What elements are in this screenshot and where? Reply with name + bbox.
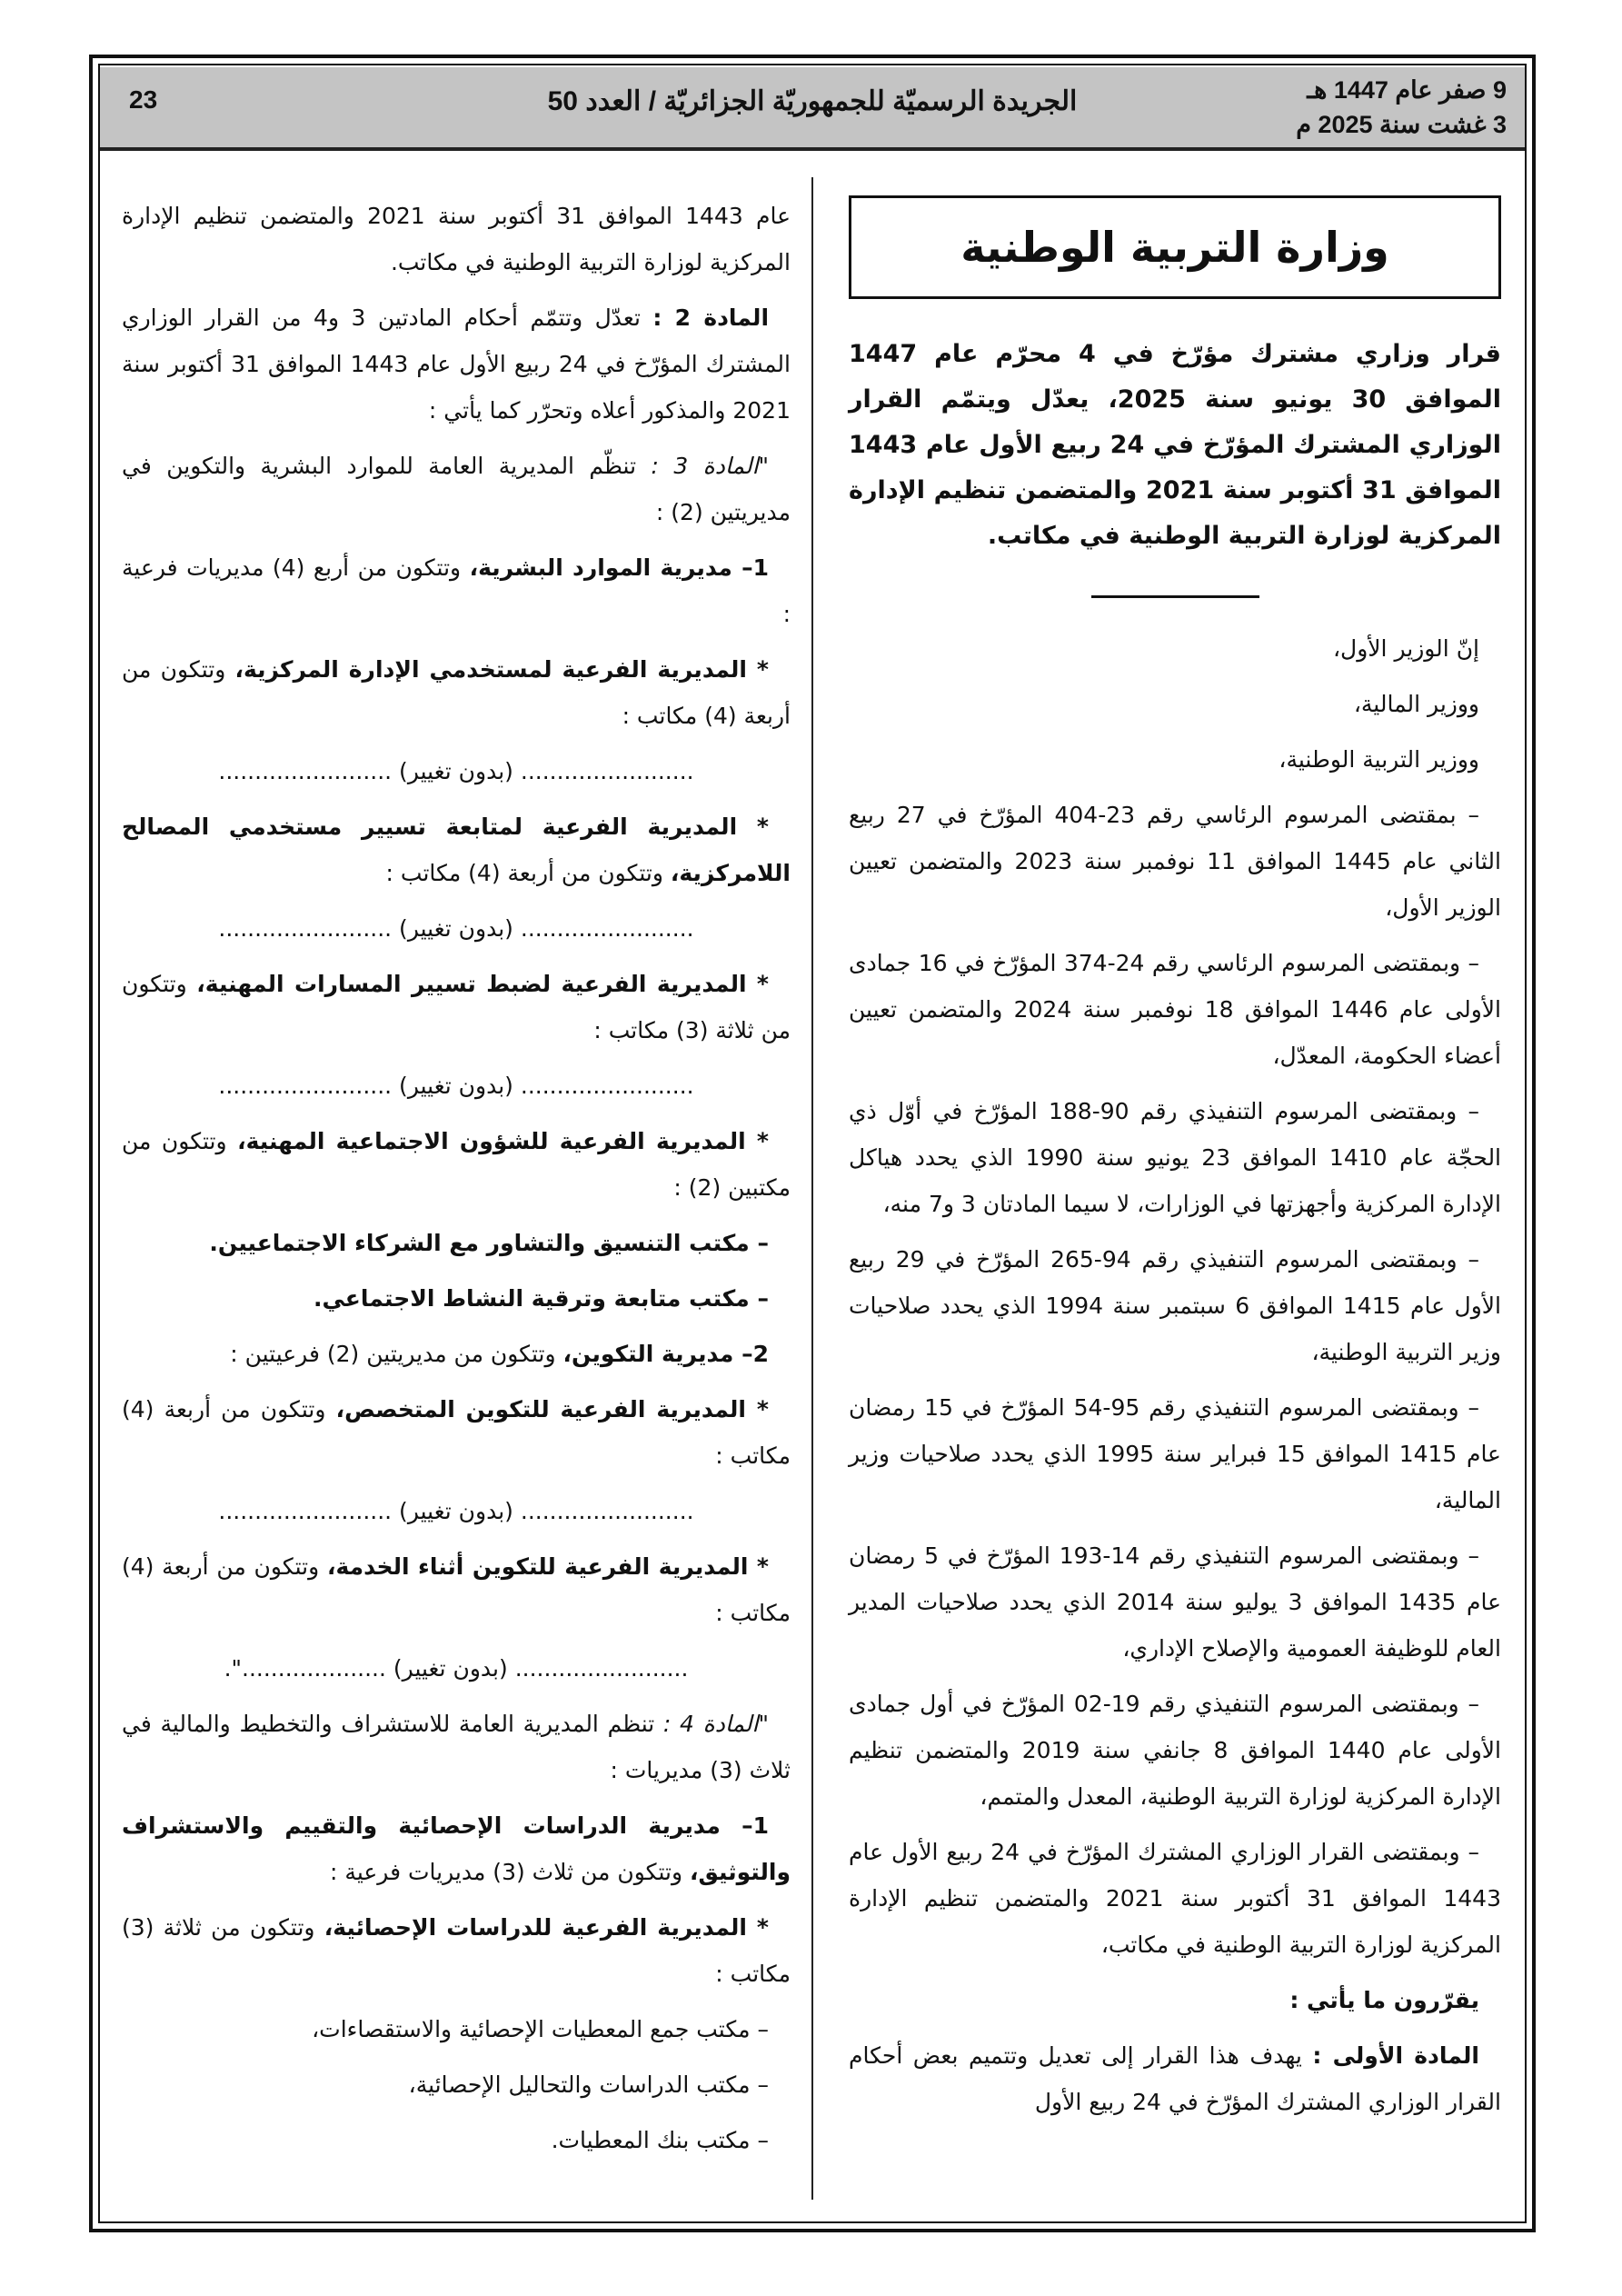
- sub-directorate: [122, 961, 791, 1053]
- sub-directorate: [122, 646, 791, 739]
- article-label: المادة الأولى :: [1312, 2042, 1479, 2069]
- decree-heading: قرار وزاري مشترك مؤرّخ في 4 محرّم عام 1447 الموافق 30 يونيو سنة 2025، يعدّل ويتمّم القرار الوزاري المشترك المؤرّخ في 24 ربيع الأول عام 1443 الموافق 31 أكتوبر سنة 2021 والمتضمن تنظيم الإدارة المركزية لوزارة التربية الوطنية في مكاتب.: [849, 340, 1501, 550]
- item-label: * المديرية الفرعية للتكوين أثناء الخدمة،: [326, 1553, 769, 1580]
- header-title: الجريدة الرسميّة للجمهوريّة الجزائريّة / العدد 50: [547, 86, 1078, 116]
- office-text: – مكتب التنسيق والتشاور مع الشركاء الاجتماعيين.: [209, 1230, 769, 1256]
- item-label: * المديرية الفرعية لمتابعة تسيير مستخدمي المصالح اللامركزية،: [122, 814, 791, 886]
- signatory: ووزير المالية،: [1353, 691, 1479, 717]
- sub-directorate: [122, 1543, 791, 1636]
- decide-text: يقرّرون ما يأتي :: [1289, 1987, 1479, 2013]
- item-text: وتتكون من أربعة (4) مكاتب :: [122, 1553, 791, 1626]
- sub-directorate: [122, 1386, 791, 1479]
- visa: – وبمقتضى المرسوم التنفيذي رقم 90-188 المؤرّخ في أوّل ذي الحجّة عام 1410 الموافق 23 يونيو سنة 1990 الذي يحدد هياكل الإدارة المركزية وأجهزتها في الوزارات، لا سيما المادتان 3 و7 منه،: [849, 1098, 1502, 1217]
- sub-directorate: [122, 1118, 791, 1211]
- continuation: عام 1443 الموافق 31 أكتوبر سنة 2021 والمتضمن تنظيم الإدارة المركزية لوزارة التربية الوطنية في مكاتب.: [122, 203, 791, 275]
- separator-rule: [1091, 595, 1259, 598]
- office-text: – مكتب متابعة وترقية النشاط الاجتماعي.: [313, 1285, 769, 1312]
- date-gregorian: 3 غشت سنة 2025 م: [1296, 111, 1507, 138]
- unchanged-line: ........................ (بدون تغيير) ........................: [218, 758, 694, 784]
- office: [122, 1275, 791, 1322]
- item-text: وتتكون من مكتبين (2) :: [122, 1128, 791, 1201]
- directorate: [122, 1802, 791, 1895]
- gazette-header: [100, 67, 1525, 151]
- visa: – وبمقتضى المرسوم التنفيذي رقم 94-265 المؤرّخ في 29 ربيع الأول عام 1415 الموافق 6 سبتمبر سنة 1994 الذي يحدد صلاحيات وزير التربية الوطنية،: [849, 1246, 1501, 1365]
- right-column: [849, 195, 1501, 2134]
- sub-directorate: [122, 1904, 791, 1997]
- item-label: * المديرية الفرعية لضبط تسيير المسارات المهنية،: [196, 971, 769, 997]
- office: – مكتب الدراسات والتحاليل الإحصائية،: [408, 2071, 769, 2098]
- visa: – وبمقتضى المرسوم التنفيذي رقم 19-02 المؤرّخ في أول جمادى الأولى عام 1440 الموافق 8 جانفي سنة 2019 والمتضمن تنظيم الإدارة المركزية لوزارة التربية الوطنية، المعدل والمتمم،: [849, 1691, 1502, 1810]
- item-label: * المديرية الفرعية للدراسات الإحصائية،: [323, 1914, 770, 1941]
- directorate: [122, 544, 791, 637]
- item-text: وتتكون من أربعة (4) مكاتب :: [122, 656, 791, 729]
- item-label: * المديرية الفرعية للتكوين المتخصص،: [335, 1396, 769, 1423]
- article-label: المادة 2 :: [652, 304, 770, 331]
- decide-heading: [849, 1977, 1501, 2023]
- item-text: وتتكون من أربع (4) مديريات فرعية :: [122, 554, 791, 627]
- item-text: وتتكون من ثلاثة (3) مكاتب :: [122, 971, 791, 1043]
- article-label: "المادة 3 :: [651, 453, 770, 479]
- item-text: وتتكون من مديريتين (2) فرعيتين :: [230, 1341, 563, 1367]
- ministry-title: وزارة التربية الوطنية: [849, 195, 1501, 299]
- visa: – وبمقتضى المرسوم الرئاسي رقم 24-374 المؤرّخ في 16 جمادى الأولى عام 1446 الموافق 18 نوفمبر سنة 2024 والمتضمن تعيين أعضاء الحكومة، المعدّل،: [849, 950, 1502, 1069]
- item-label: * المديرية الفرعية لمستخدمي الإدارة المركزية،: [234, 656, 769, 683]
- article-text: يهدف هذا القرار إلى تعديل وتتميم بعض أحكام القرار الوزاري المشترك المؤرّخ في 24 ربيع الأول: [849, 2042, 1501, 2115]
- article-text: تنظم المديرية العامة للاستشراف والتخطيط والمالية في ثلاث (3) مديريات :: [122, 1711, 791, 1783]
- signatory: ووزير التربية الوطنية،: [1279, 746, 1479, 773]
- page-number: 23: [129, 85, 158, 114]
- item-text: وتتكون من ثلاثة (3) مكاتب :: [122, 1914, 791, 1987]
- column-divider: [811, 177, 813, 2200]
- article-4: [122, 1701, 791, 1793]
- article-2: [122, 294, 791, 434]
- sub-directorate: [122, 804, 791, 896]
- office: – مكتب جمع المعطيات الإحصائية والاستقصاءات،: [312, 2016, 769, 2042]
- article-text: تعدّل وتتمّم أحكام المادتين 3 و4 من القرار الوزاري المشترك المؤرّخ في 24 ربيع الأول عام 1443 الموافق 31 أكتوبر سنة 2021 والمذكور أعلاه وتحرّر كما يأتي :: [122, 304, 791, 424]
- unchanged-line: ........................ (بدون تغيير) ....................".: [224, 1655, 689, 1682]
- article-3: [122, 443, 791, 535]
- item-label: 2– مديرية التكوين،: [562, 1341, 769, 1367]
- date-hijri: 9 صفر عام 1447 هـ: [1307, 76, 1507, 104]
- unchanged-line: ........................ (بدون تغيير) ........................: [218, 1073, 694, 1099]
- office: [122, 1220, 791, 1266]
- article-label: "المادة 4 :: [662, 1711, 769, 1737]
- office: – مكتب بنك المعطيات.: [551, 2127, 769, 2153]
- unchanged-line: ........................ (بدون تغيير) ........................: [218, 1498, 694, 1524]
- item-text: وتتكون من ثلاث (3) مديريات فرعية :: [330, 1859, 690, 1885]
- visa: – وبمقتضى القرار الوزاري المشترك المؤرّخ في 24 ربيع الأول عام 1443 الموافق 31 أكتوبر سنة 2021 والمتضمن تنظيم الإدارة المركزية لوزارة التربية الوطنية في مكاتب،: [849, 1839, 1501, 1958]
- item-text: وتتكون من أربعة (4) مكاتب :: [122, 1396, 791, 1469]
- visa: – وبمقتضى المرسوم التنفيذي رقم 14-193 المؤرّخ في 5 رمضان عام 1435 الموافق 3 يوليو سنة 2014 الذي يحدد صلاحيات المدير العام للوظيفة العمومية والإصلاح الإداري،: [849, 1542, 1501, 1662]
- unchanged-line: ........................ (بدون تغيير) ........................: [218, 915, 694, 942]
- article-1: [849, 2032, 1501, 2125]
- item-label: 1– مديرية الدراسات الإحصائية والتقييم والاستشراف والتوثيق،: [122, 1812, 791, 1885]
- visa: – بمقتضى المرسوم الرئاسي رقم 23-404 المؤرّخ في 27 ربيع الثاني عام 1445 الموافق 11 نوفمبر سنة 2023 والمتضمن تعيين الوزير الأول،: [849, 802, 1501, 921]
- signatory: إنّ الوزير الأول،: [1332, 635, 1479, 662]
- item-label: * المديرية الفرعية للشؤون الاجتماعية المهنية،: [237, 1128, 769, 1154]
- directorate: [122, 1331, 791, 1377]
- item-text: وتتكون من أربعة (4) مكاتب :: [385, 860, 671, 886]
- visa: – وبمقتضى المرسوم التنفيذي رقم 95-54 المؤرّخ في 15 رمضان عام 1415 الموافق 15 فبراير سنة 1995 الذي يحدد صلاحيات وزير المالية،: [849, 1394, 1501, 1513]
- item-label: 1– مديرية الموارد البشرية،: [469, 554, 769, 581]
- article-text: تنظّم المديرية العامة للموارد البشرية والتكوين في مديريتين (2) :: [122, 453, 791, 525]
- left-column: [122, 193, 791, 2172]
